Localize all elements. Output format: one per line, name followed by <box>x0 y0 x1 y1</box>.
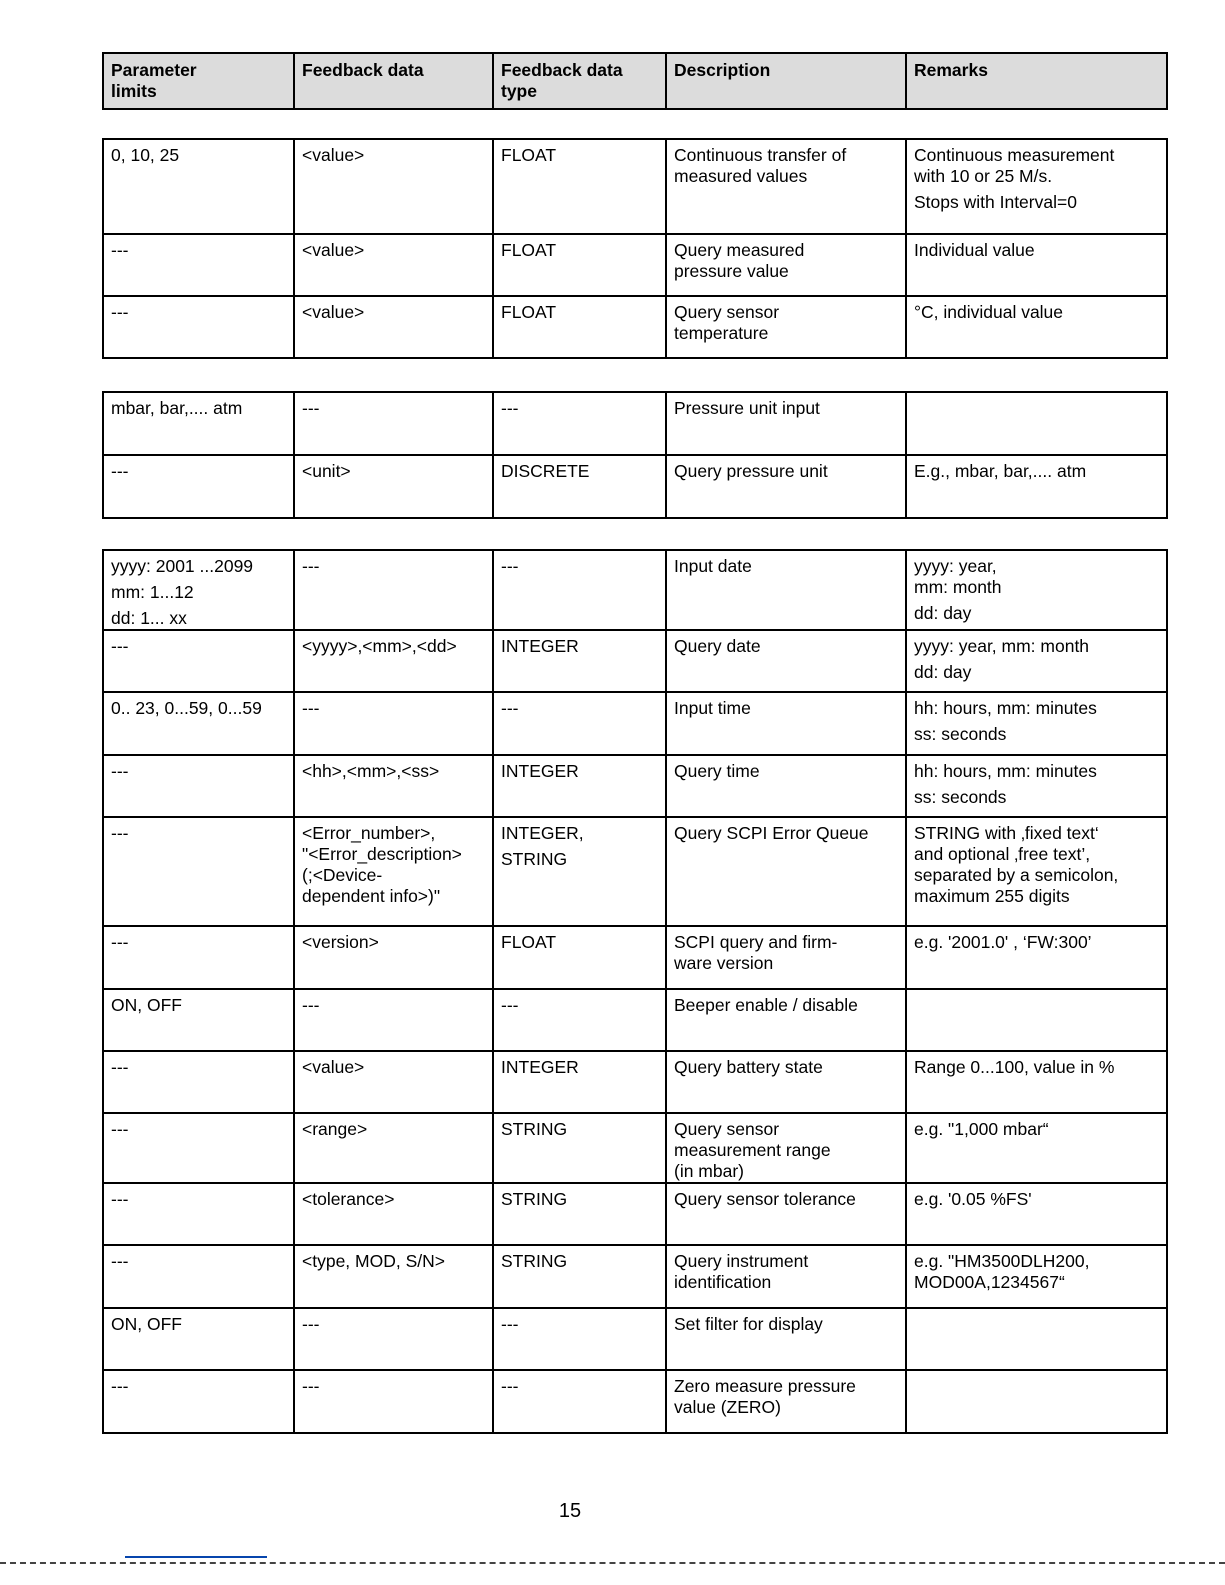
cell-parameter-limits <box>103 550 294 630</box>
cell-parameter-limits <box>103 926 294 989</box>
cell-text-line: yyyy: year, <box>914 556 997 576</box>
cell-remarks <box>906 1183 1167 1245</box>
cell-parameter-limits <box>103 755 294 817</box>
cell-text-line: --- <box>111 1376 129 1396</box>
header-feedback-data-type: Feedback data type <box>493 53 666 109</box>
cell-description <box>666 1051 906 1113</box>
cell-feedback-data <box>294 1051 493 1113</box>
cell-text-line: --- <box>501 1314 519 1334</box>
cell-feedback-type <box>493 139 666 234</box>
table-row <box>103 817 1167 926</box>
cell-text-line: SCPI query and firm- <box>674 932 838 952</box>
cell-text-line: FLOAT <box>501 145 557 165</box>
cell-text-line: (;<Device- <box>302 865 383 885</box>
cell-parameter-limits <box>103 1113 294 1183</box>
table-row <box>103 989 1167 1051</box>
cell-text-line: dd: 1... xx <box>111 608 187 628</box>
cell-text-line: Stops with Interval=0 <box>914 192 1077 212</box>
cell-text-line: 0, 10, 25 <box>111 145 180 165</box>
cell-remarks <box>906 1113 1167 1183</box>
cell-remarks <box>906 296 1167 358</box>
cell-text-line: --- <box>302 698 320 718</box>
cell-feedback-type <box>493 1245 666 1308</box>
cell-text-line: STRING <box>501 849 568 869</box>
cell-text-line: FLOAT <box>501 932 557 952</box>
cell-feedback-type <box>493 550 666 630</box>
table-row <box>103 926 1167 989</box>
cell-text-line: --- <box>111 823 129 843</box>
cell-text-line: INTEGER, <box>501 823 584 843</box>
cell-remarks <box>906 630 1167 692</box>
cell-text-line: yyyy: year, mm: month <box>914 636 1090 656</box>
cell-text-line: identification <box>674 1272 772 1292</box>
cell-parameter-limits <box>103 1370 294 1433</box>
cell-text-line: maximum 255 digits <box>914 886 1070 906</box>
cell-text-line: yyyy: 2001 ...2099 <box>111 556 254 576</box>
cell-text-line: --- <box>111 1057 129 1077</box>
cell-parameter-limits <box>103 392 294 455</box>
cell-feedback-data <box>294 1183 493 1245</box>
cell-parameter-limits <box>103 1245 294 1308</box>
cell-description <box>666 1245 906 1308</box>
cell-description <box>666 755 906 817</box>
cell-feedback-type <box>493 1113 666 1183</box>
cell-feedback-type <box>493 1370 666 1433</box>
table-row <box>103 755 1167 817</box>
cell-text-line: <value> <box>302 145 365 165</box>
table-group-system <box>102 549 1168 1434</box>
table-row <box>103 550 1167 630</box>
cell-parameter-limits <box>103 296 294 358</box>
cell-text-line: <value> <box>302 302 365 322</box>
cell-text-line: --- <box>501 698 519 718</box>
cell-text-line: STRING with ‚fixed text‘ <box>914 823 1099 843</box>
cell-text-line: --- <box>302 1376 320 1396</box>
cell-parameter-limits <box>103 1183 294 1245</box>
table-row <box>103 630 1167 692</box>
cell-feedback-data <box>294 1370 493 1433</box>
cell-text-line: <Error_number>, <box>302 823 436 843</box>
cell-feedback-type <box>493 296 666 358</box>
cell-text-line: DISCRETE <box>501 461 590 481</box>
cell-text-line: e.g. "1,000 mbar“ <box>914 1119 1049 1139</box>
cell-text-line: measured values <box>674 166 808 186</box>
cell-text-line: Query sensor <box>674 302 780 322</box>
cell-text-line: pressure value <box>674 261 789 281</box>
cell-feedback-type <box>493 755 666 817</box>
header-feedback-data: Feedback data <box>294 53 493 109</box>
cell-text-line: Query pressure unit <box>674 461 828 481</box>
cell-description <box>666 692 906 755</box>
cell-text-line: Query measured <box>674 240 805 260</box>
cell-description <box>666 455 906 518</box>
cell-text-line: --- <box>302 556 320 576</box>
cell-text-line: --- <box>302 1314 320 1334</box>
cell-parameter-limits <box>103 1308 294 1370</box>
cell-description <box>666 1370 906 1433</box>
table-row <box>103 234 1167 296</box>
cell-text-line: --- <box>302 995 320 1015</box>
cell-feedback-type <box>493 234 666 296</box>
cell-text-line: --- <box>111 761 129 781</box>
cell-text-line: <version> <box>302 932 379 952</box>
cell-text-line: --- <box>111 932 129 952</box>
cell-text-line: 0.. 23, 0...59, 0...59 <box>111 698 262 718</box>
cell-feedback-type <box>493 392 666 455</box>
cell-text-line: --- <box>111 1189 129 1209</box>
cell-text-line: Range 0...100, value in % <box>914 1057 1115 1077</box>
cell-feedback-data <box>294 926 493 989</box>
cell-feedback-type <box>493 1051 666 1113</box>
table-row <box>103 692 1167 755</box>
cell-text-line: Beeper enable / disable <box>674 995 858 1015</box>
cell-feedback-type <box>493 926 666 989</box>
cell-text-line: <unit> <box>302 461 351 481</box>
cell-text-line: --- <box>111 302 129 322</box>
cell-remarks <box>906 692 1167 755</box>
cell-text-line: and optional ‚free text’, <box>914 844 1091 864</box>
cell-feedback-data <box>294 989 493 1051</box>
table-row <box>103 139 1167 234</box>
cell-text-line: --- <box>111 636 129 656</box>
cell-text-line: ware version <box>674 953 774 973</box>
cell-text-line: --- <box>111 1251 129 1271</box>
cell-text-line: --- <box>111 461 129 481</box>
cell-text-line: Pressure unit input <box>674 398 820 418</box>
cell-text-line: ss: seconds <box>914 724 1007 744</box>
cell-feedback-data <box>294 392 493 455</box>
cell-text-line: hh: hours, mm: minutes <box>914 761 1097 781</box>
cell-feedback-type <box>493 1308 666 1370</box>
cell-text-line: FLOAT <box>501 302 557 322</box>
cell-text-line: value (ZERO) <box>674 1397 781 1417</box>
cell-text-line: <yyyy>,<mm>,<dd> <box>302 636 457 656</box>
cell-description <box>666 1183 906 1245</box>
cell-text-line: Query date <box>674 636 761 656</box>
cell-parameter-limits <box>103 1051 294 1113</box>
cell-description <box>666 139 906 234</box>
cell-text-line: --- <box>111 240 129 260</box>
cell-feedback-type <box>493 989 666 1051</box>
cell-text-line: <value> <box>302 240 365 260</box>
cell-text-line: dd: day <box>914 603 972 623</box>
cell-remarks <box>906 1245 1167 1308</box>
cell-text-line: Query sensor tolerance <box>674 1189 856 1209</box>
footer-divider <box>0 1562 1225 1564</box>
cell-text-line: temperature <box>674 323 769 343</box>
table-row <box>103 455 1167 518</box>
header-remarks: Remarks <box>906 53 1167 109</box>
cell-text-line: <type, MOD, S/N> <box>302 1251 445 1271</box>
cell-description <box>666 989 906 1051</box>
cell-text-line: Input time <box>674 698 751 718</box>
cell-text-line: dd: day <box>914 662 972 682</box>
cell-parameter-limits <box>103 817 294 926</box>
cell-feedback-data <box>294 755 493 817</box>
cell-remarks <box>906 1308 1167 1370</box>
cell-feedback-type <box>493 455 666 518</box>
cell-feedback-data <box>294 550 493 630</box>
table-row <box>103 1308 1167 1370</box>
cell-text-line: --- <box>302 398 320 418</box>
cell-text-line: (in mbar) <box>674 1161 745 1181</box>
cell-text-line: with 10 or 25 M/s. <box>914 166 1053 186</box>
cell-feedback-data <box>294 139 493 234</box>
cell-feedback-data <box>294 817 493 926</box>
cell-text-line: MOD00A,1234567“ <box>914 1272 1065 1292</box>
cell-text-line: Query instrument <box>674 1251 809 1271</box>
cell-parameter-limits <box>103 630 294 692</box>
cell-remarks <box>906 392 1167 455</box>
cell-text-line: FLOAT <box>501 240 557 260</box>
cell-feedback-data <box>294 1308 493 1370</box>
cell-text-line: ss: seconds <box>914 787 1007 807</box>
cell-description <box>666 630 906 692</box>
table-header <box>102 52 1168 110</box>
cell-parameter-limits <box>103 692 294 755</box>
cell-feedback-data <box>294 630 493 692</box>
cell-text-line: Input date <box>674 556 752 576</box>
cell-text-line: <value> <box>302 1057 365 1077</box>
cell-remarks <box>906 989 1167 1051</box>
cell-text-line: Query sensor <box>674 1119 780 1139</box>
cell-text-line: INTEGER <box>501 1057 579 1077</box>
cell-text-line: "<Error_description> <box>302 844 462 864</box>
table-row <box>103 392 1167 455</box>
cell-feedback-type <box>493 817 666 926</box>
cell-text-line: mm: month <box>914 577 1002 597</box>
table-row <box>103 296 1167 358</box>
cell-text-line: ON, OFF <box>111 1314 182 1334</box>
cell-feedback-data <box>294 1113 493 1183</box>
cell-parameter-limits <box>103 989 294 1051</box>
cell-feedback-data <box>294 692 493 755</box>
cell-text-line: Individual value <box>914 240 1035 260</box>
cell-text-line: --- <box>501 556 519 576</box>
cell-text-line: dependent info>)" <box>302 886 441 906</box>
cell-text-line: e.g. '2001.0' , ‘FW:300’ <box>914 932 1092 952</box>
cell-feedback-data <box>294 1245 493 1308</box>
page-number: 15 <box>558 1500 582 1522</box>
cell-description <box>666 1113 906 1183</box>
cell-feedback-data <box>294 455 493 518</box>
table-row <box>103 1113 1167 1183</box>
cell-text-line: INTEGER <box>501 761 579 781</box>
cell-text-line: --- <box>501 995 519 1015</box>
cell-text-line: mm: 1...12 <box>111 582 194 602</box>
cell-text-line: Query time <box>674 761 760 781</box>
cell-remarks <box>906 139 1167 234</box>
table-row <box>103 1370 1167 1433</box>
footer-link-underline <box>125 1556 267 1558</box>
cell-description <box>666 1308 906 1370</box>
cell-feedback-data <box>294 234 493 296</box>
cell-text-line: <hh>,<mm>,<ss> <box>302 761 440 781</box>
cell-text-line: Query battery state <box>674 1057 823 1077</box>
cell-text-line: measurement range <box>674 1140 831 1160</box>
cell-text-line: <tolerance> <box>302 1189 395 1209</box>
header-description: Description <box>666 53 906 109</box>
cell-text-line: °C, individual value <box>914 302 1064 322</box>
cell-text-line: Set filter for display <box>674 1314 823 1334</box>
cell-text-line: mbar, bar,.... atm <box>111 398 243 418</box>
cell-remarks <box>906 817 1167 926</box>
cell-text-line: <range> <box>302 1119 368 1139</box>
cell-text-line: STRING <box>501 1189 568 1209</box>
header-parameter-limits: Parameter limits <box>103 53 294 109</box>
cell-text-line: --- <box>111 1119 129 1139</box>
cell-feedback-type <box>493 630 666 692</box>
cell-text-line: Continuous measurement <box>914 145 1115 165</box>
cell-parameter-limits <box>103 455 294 518</box>
cell-text-line: hh: hours, mm: minutes <box>914 698 1097 718</box>
cell-text-line: e.g. "HM3500DLH200, <box>914 1251 1090 1271</box>
cell-text-line: INTEGER <box>501 636 579 656</box>
cell-text-line: Query SCPI Error Queue <box>674 823 869 843</box>
cell-remarks <box>906 1051 1167 1113</box>
cell-text-line: Continuous transfer of <box>674 145 847 165</box>
cell-description <box>666 926 906 989</box>
cell-remarks <box>906 234 1167 296</box>
cell-feedback-type <box>493 1183 666 1245</box>
table-row <box>103 1245 1167 1308</box>
cell-description <box>666 817 906 926</box>
table-row <box>103 1183 1167 1245</box>
cell-description <box>666 234 906 296</box>
cell-parameter-limits <box>103 234 294 296</box>
cell-feedback-type <box>493 692 666 755</box>
cell-text-line: Zero measure pressure <box>674 1376 856 1396</box>
cell-text-line: --- <box>501 1376 519 1396</box>
cell-text-line: STRING <box>501 1119 568 1139</box>
cell-parameter-limits <box>103 139 294 234</box>
cell-remarks <box>906 926 1167 989</box>
cell-remarks <box>906 755 1167 817</box>
header-row <box>103 53 1167 109</box>
cell-remarks <box>906 1370 1167 1433</box>
cell-text-line: ON, OFF <box>111 995 182 1015</box>
cell-text-line: E.g., mbar, bar,.... atm <box>914 461 1087 481</box>
table-row <box>103 1051 1167 1113</box>
cell-text-line: STRING <box>501 1251 568 1271</box>
cell-remarks <box>906 455 1167 518</box>
cell-text-line: e.g. '0.05 %FS' <box>914 1189 1032 1209</box>
table-group-pressure-unit <box>102 391 1168 519</box>
cell-feedback-data <box>294 296 493 358</box>
cell-text-line: separated by a semicolon, <box>914 865 1119 885</box>
cell-text-line: --- <box>501 398 519 418</box>
cell-remarks <box>906 550 1167 630</box>
table-group-measurement <box>102 138 1168 359</box>
cell-description <box>666 392 906 455</box>
cell-description <box>666 550 906 630</box>
cell-description <box>666 296 906 358</box>
